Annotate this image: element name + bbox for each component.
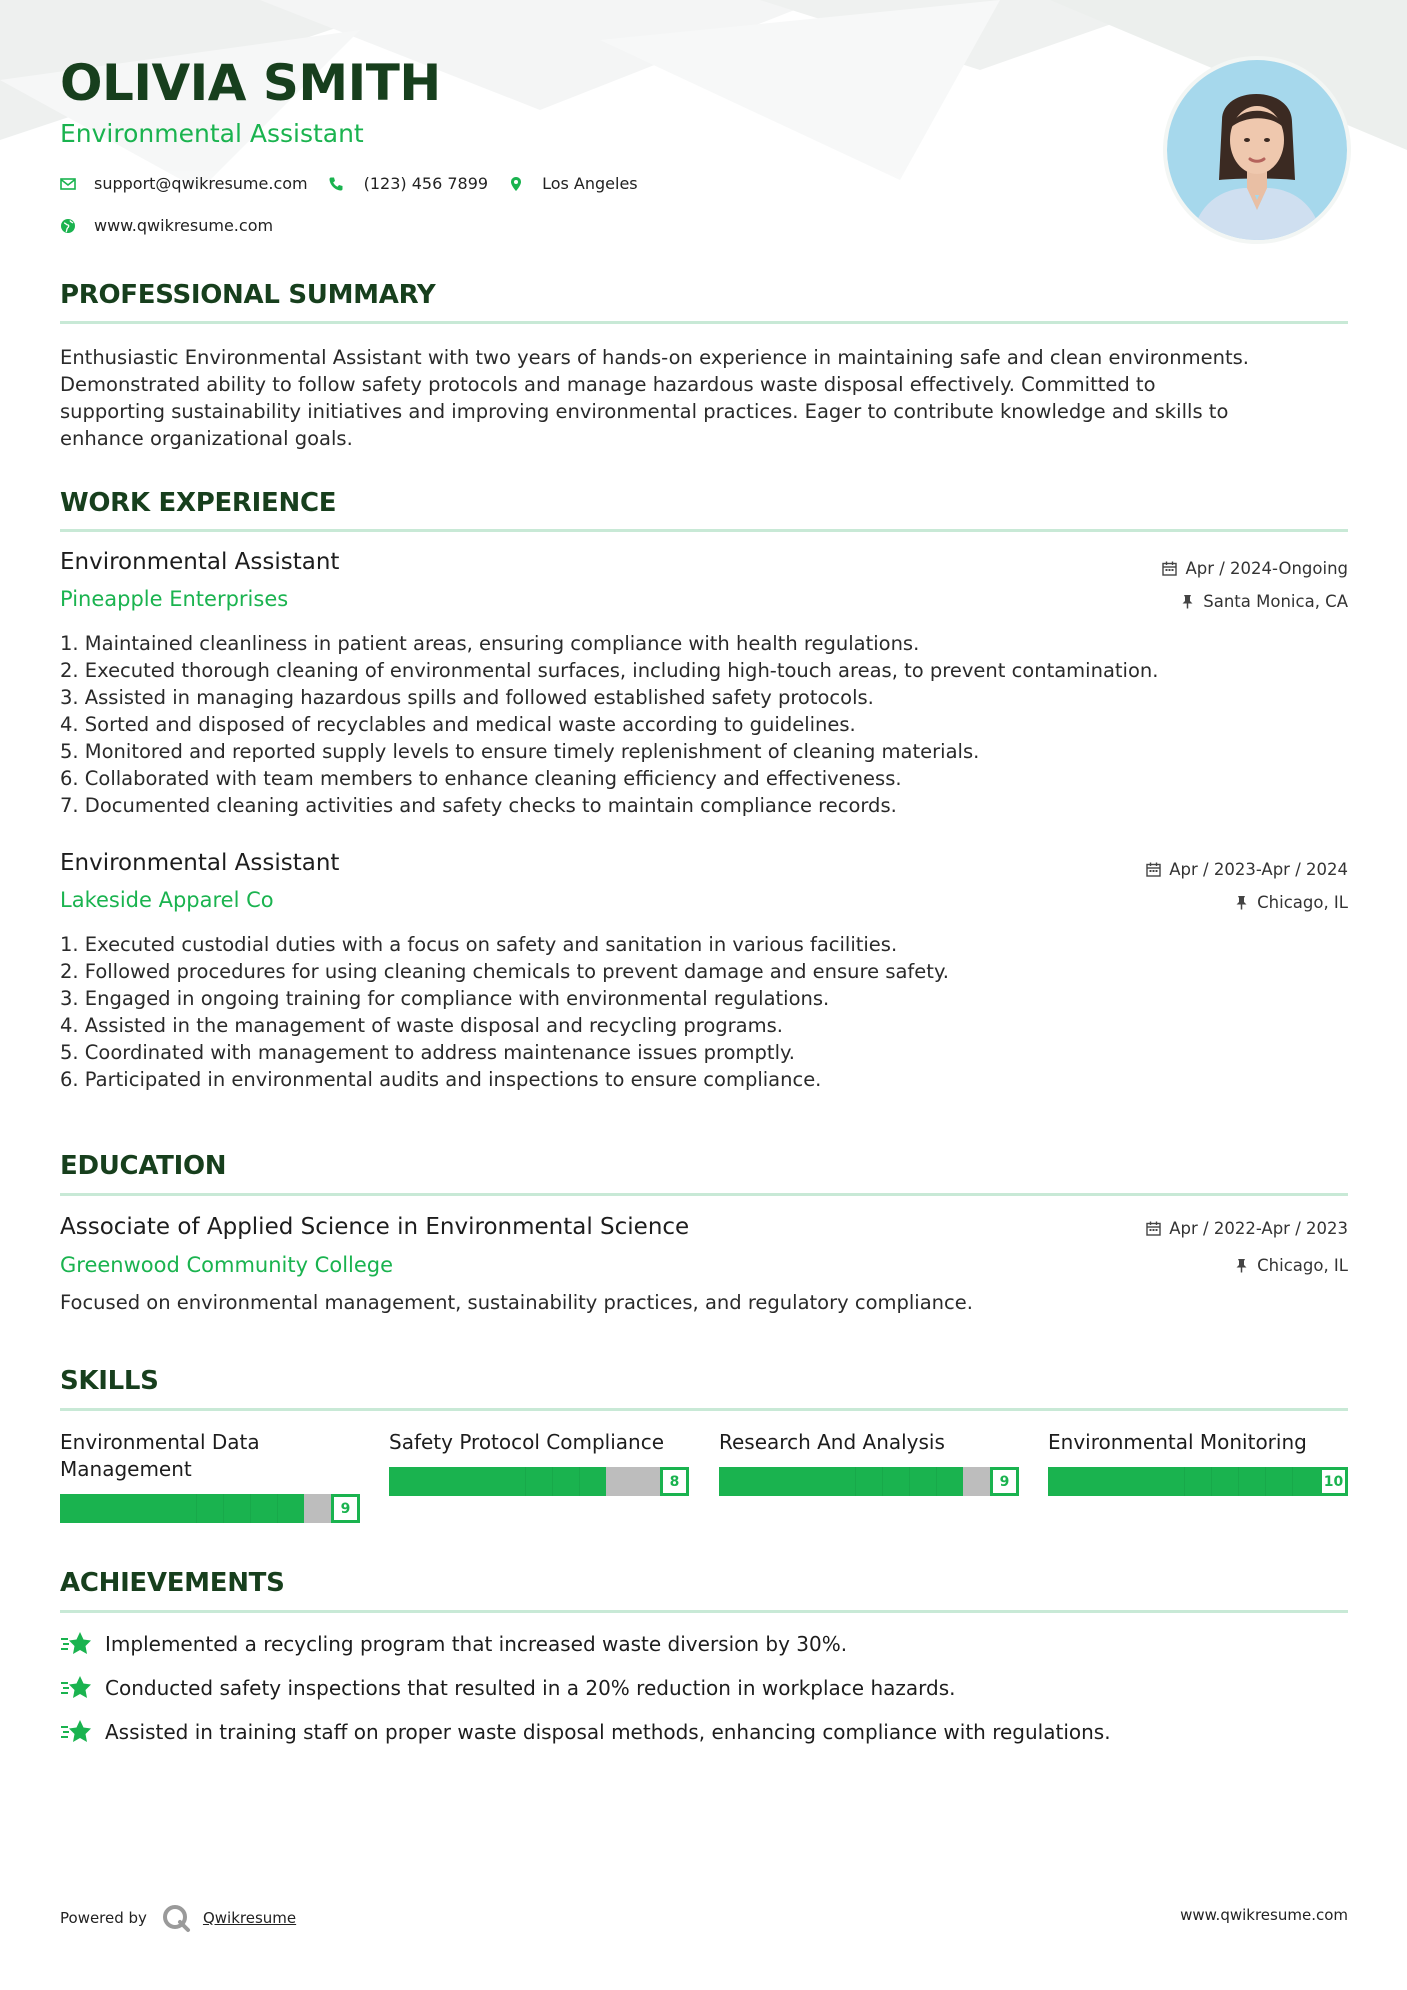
skill-segment-filled bbox=[525, 1467, 553, 1496]
skill-segment-empty bbox=[304, 1494, 332, 1523]
summary-heading: PROFESSIONAL SUMMARY bbox=[60, 280, 436, 310]
achievement-item bbox=[60, 1674, 955, 1702]
skill-level-badge: 8 bbox=[660, 1467, 689, 1496]
skill-level-bar bbox=[1048, 1467, 1348, 1496]
job-dates-text: Apr / 2024-Ongoing bbox=[1185, 559, 1348, 578]
skill-name bbox=[389, 1429, 689, 1456]
skill-name-line: Research And Analysis bbox=[719, 1430, 945, 1454]
job-dates bbox=[1146, 860, 1348, 879]
skill-segment-filled bbox=[1292, 1467, 1320, 1496]
job-location-text: Santa Monica, CA bbox=[1203, 592, 1348, 611]
skill-segment-filled bbox=[746, 1467, 774, 1496]
skill-segment-filled bbox=[497, 1467, 525, 1496]
experience-heading: WORK EXPERIENCE bbox=[60, 488, 337, 518]
summary-line: Demonstrated ability to follow safety protocols and manage hazardous waste disposal effectively. Committed to bbox=[60, 373, 1156, 396]
phone-text: (123) 456 7899 bbox=[363, 174, 489, 193]
pushpin-icon bbox=[1180, 594, 1195, 609]
skills-rule bbox=[60, 1408, 1348, 1411]
job-bullet: 4. Sorted and disposed of recyclables and medical waste according to guidelines. bbox=[60, 713, 856, 736]
portrait-illustration bbox=[1167, 60, 1347, 240]
skills-heading: SKILLS bbox=[60, 1366, 159, 1396]
skill-segment-empty bbox=[633, 1467, 661, 1496]
skill-segment-filled bbox=[1238, 1467, 1266, 1496]
email-text: support@qwikresume.com bbox=[94, 174, 308, 193]
skill-segment-filled bbox=[277, 1494, 305, 1523]
job-title: Environmental Assistant bbox=[60, 549, 340, 575]
summary-line: Enthusiastic Environmental Assistant with two years of hands-on experience in maintaining safe and clean environments. bbox=[60, 346, 1250, 369]
globe-icon bbox=[60, 218, 76, 234]
star-icon bbox=[60, 1674, 92, 1702]
skill-segment-filled bbox=[168, 1494, 196, 1523]
skill-segment-filled bbox=[579, 1467, 607, 1496]
skill-name-line: Environmental Data bbox=[60, 1430, 260, 1454]
skill-segment-filled bbox=[1156, 1467, 1184, 1496]
education-rule bbox=[60, 1193, 1348, 1196]
job-location bbox=[1180, 592, 1348, 611]
skill-item bbox=[389, 1429, 689, 1490]
skill-segment-filled bbox=[87, 1494, 115, 1523]
candidate-name: OLIVIA SMITH bbox=[60, 54, 441, 112]
footer-website: www.qwikresume.com bbox=[1180, 1906, 1348, 1924]
skill-segment-filled bbox=[470, 1467, 498, 1496]
job-dates-text: Apr / 2023-Apr / 2024 bbox=[1169, 860, 1348, 879]
skill-segment-filled bbox=[114, 1494, 142, 1523]
job-bullet: 1. Executed custodial duties with a focus on safety and sanitation in various facilities. bbox=[60, 933, 898, 956]
skill-segment-filled bbox=[416, 1467, 444, 1496]
skill-name-line: Safety Protocol Compliance bbox=[389, 1430, 665, 1454]
skill-segment-filled bbox=[882, 1467, 910, 1496]
skill-segment-filled bbox=[389, 1467, 417, 1496]
envelope-icon bbox=[60, 176, 76, 192]
education-description: Focused on environmental management, sustainability practices, and regulatory compliance. bbox=[60, 1291, 973, 1314]
job-bullet: 3. Assisted in managing hazardous spills and followed established safety protocols. bbox=[60, 686, 874, 709]
job-bullet: 3. Engaged in ongoing training for compliance with environmental regulations. bbox=[60, 987, 830, 1010]
skill-segment-filled bbox=[443, 1467, 471, 1496]
skill-level-bar bbox=[60, 1494, 360, 1523]
skill-segment-filled bbox=[773, 1467, 801, 1496]
contact-row bbox=[60, 174, 658, 193]
map-pin-icon bbox=[508, 176, 524, 192]
skill-item bbox=[1048, 1429, 1348, 1490]
job-bullet: 2. Executed thorough cleaning of environmental surfaces, including high-touch areas, to prevent contamination. bbox=[60, 659, 1159, 682]
skill-level-badge: 9 bbox=[331, 1494, 360, 1523]
achievements-heading: ACHIEVEMENTS bbox=[60, 1568, 285, 1598]
achievement-item bbox=[60, 1718, 1111, 1746]
job-bullet: 7. Documented cleaning activities and safety checks to maintain compliance records. bbox=[60, 794, 897, 817]
job-bullet: 6. Collaborated with team members to enhance cleaning efficiency and effectiveness. bbox=[60, 767, 902, 790]
job-bullet: 4. Assisted in the management of waste disposal and recycling programs. bbox=[60, 1014, 783, 1037]
skill-segment-filled bbox=[1102, 1467, 1130, 1496]
education-heading: EDUCATION bbox=[60, 1151, 227, 1181]
skill-segment-filled bbox=[909, 1467, 937, 1496]
education-location-text: Chicago, IL bbox=[1257, 1256, 1348, 1275]
skill-segment-filled bbox=[1265, 1467, 1293, 1496]
footer-powered-by bbox=[60, 1903, 296, 1933]
skill-segment-filled bbox=[936, 1467, 964, 1496]
skill-level-bar bbox=[719, 1467, 1019, 1496]
skill-segment-filled bbox=[60, 1494, 88, 1523]
experience-rule bbox=[60, 529, 1348, 532]
candidate-title: Environmental Assistant bbox=[60, 119, 364, 148]
job-title: Environmental Assistant bbox=[60, 850, 340, 876]
skill-level-badge: 9 bbox=[990, 1467, 1019, 1496]
website-text: www.qwikresume.com bbox=[94, 216, 274, 235]
achievement-text: Implemented a recycling program that increased waste diversion by 30%. bbox=[105, 1632, 848, 1656]
job-company: Pineapple Enterprises bbox=[60, 587, 289, 611]
skill-name-line: Environmental Monitoring bbox=[1048, 1430, 1307, 1454]
calendar-icon bbox=[1162, 561, 1177, 576]
skill-level-bar bbox=[389, 1467, 689, 1496]
summary-line: supporting sustainability initiatives and improving environmental practices. Eager to contribute knowledge and skills to bbox=[60, 400, 1229, 423]
achievement-text: Conducted safety inspections that resulted in a 20% reduction in workplace hazards. bbox=[105, 1676, 956, 1700]
skill-name-line: Management bbox=[60, 1457, 192, 1481]
calendar-icon bbox=[1146, 1221, 1161, 1236]
skill-name bbox=[1048, 1429, 1348, 1456]
skill-item bbox=[719, 1429, 1019, 1490]
summary-text bbox=[60, 344, 1350, 452]
job-bullet: 6. Participated in environmental audits and inspections to ensure compliance. bbox=[60, 1068, 822, 1091]
skill-segment-filled bbox=[1129, 1467, 1157, 1496]
skill-item bbox=[60, 1429, 360, 1517]
phone-icon bbox=[328, 176, 344, 192]
job-location-text: Chicago, IL bbox=[1257, 893, 1348, 912]
skill-name bbox=[719, 1429, 1019, 1456]
degree-title: Associate of Applied Science in Environmental Science bbox=[60, 1214, 690, 1240]
achievement-text: Assisted in training staff on proper waste disposal methods, enhancing compliance with regulations. bbox=[105, 1720, 1111, 1744]
job-dates bbox=[1162, 559, 1348, 578]
education-location bbox=[1234, 1256, 1348, 1275]
job-bullet: 2. Followed procedures for using cleaning chemicals to prevent damage and ensure safety. bbox=[60, 960, 949, 983]
pushpin-icon bbox=[1234, 1258, 1249, 1273]
summary-line: enhance organizational goals. bbox=[60, 427, 353, 450]
powered-by-label: Powered by bbox=[60, 1909, 147, 1927]
skill-segment-filled bbox=[196, 1494, 224, 1523]
skill-segment-filled bbox=[719, 1467, 747, 1496]
job-location bbox=[1234, 893, 1348, 912]
job-company: Lakeside Apparel Co bbox=[60, 888, 274, 912]
skill-segment-filled bbox=[223, 1494, 251, 1523]
skill-segment-filled bbox=[552, 1467, 580, 1496]
job-bullet: 1. Maintained cleanliness in patient areas, ensuring compliance with health regulations. bbox=[60, 632, 920, 655]
pushpin-icon bbox=[1234, 895, 1249, 910]
skill-name bbox=[60, 1429, 360, 1483]
job-bullet: 5. Monitored and reported supply levels to ensure timely replenishment of cleaning materials. bbox=[60, 740, 980, 763]
skill-segment-empty bbox=[963, 1467, 991, 1496]
school-name: Greenwood Community College bbox=[60, 1253, 394, 1277]
profile-photo bbox=[1167, 60, 1347, 240]
skill-level-badge: 10 bbox=[1319, 1467, 1348, 1496]
education-dates bbox=[1146, 1219, 1348, 1238]
skill-segment-filled bbox=[250, 1494, 278, 1523]
skill-segment-filled bbox=[1048, 1467, 1076, 1496]
education-dates-text: Apr / 2022-Apr / 2023 bbox=[1169, 1219, 1348, 1238]
job-bullets bbox=[60, 630, 1350, 819]
skill-segment-filled bbox=[855, 1467, 883, 1496]
skill-segment-empty bbox=[606, 1467, 634, 1496]
skill-segment-filled bbox=[1075, 1467, 1103, 1496]
calendar-icon bbox=[1146, 862, 1161, 877]
skill-segment-filled bbox=[827, 1467, 855, 1496]
skill-segment-filled bbox=[141, 1494, 169, 1523]
job-bullets bbox=[60, 931, 1350, 1093]
skill-segment-filled bbox=[1184, 1467, 1212, 1496]
qwikresume-link[interactable]: Qwikresume bbox=[202, 1909, 297, 1927]
star-icon bbox=[60, 1718, 92, 1746]
star-icon bbox=[60, 1630, 92, 1658]
skill-segment-filled bbox=[1211, 1467, 1239, 1496]
website-row bbox=[60, 216, 293, 235]
achievement-item bbox=[60, 1630, 847, 1658]
qwikresume-logo-icon bbox=[161, 1903, 191, 1933]
skill-segment-filled bbox=[800, 1467, 828, 1496]
achievements-rule bbox=[60, 1610, 1348, 1613]
job-bullet: 5. Coordinated with management to address maintenance issues promptly. bbox=[60, 1041, 795, 1064]
summary-rule bbox=[60, 321, 1348, 324]
location-text: Los Angeles bbox=[542, 174, 638, 193]
